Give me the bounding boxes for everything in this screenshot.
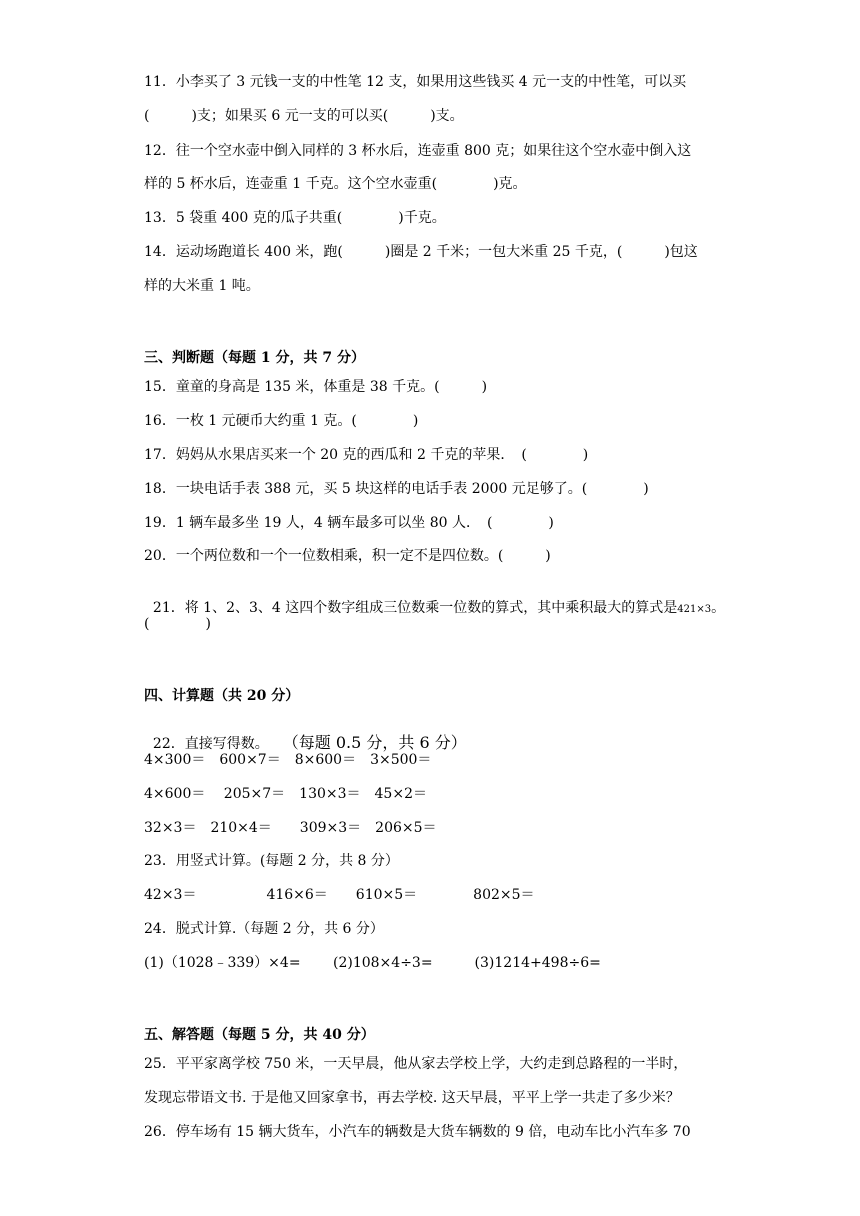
question-25-line-2: 发现忘带语文书. 于是他又回家拿书，再去学校. 这天早晨，平平上学一共走了多少米？: [144, 1090, 680, 1106]
question-26-line-1: 26．停车场有 15 辆大货车，小汽车的辆数是大货车辆数的 9 倍，电动车比小汽车多 70: [144, 1124, 691, 1140]
question-13: 13．5 袋重 400 克的瓜子共重( )千克。: [144, 210, 446, 226]
question-24: 24．脱式计算.（每题 2 分，共 6 分）: [144, 921, 384, 937]
section-4-title: 四、计算题（共 20 分）: [144, 688, 300, 704]
question-17: 17．妈妈从水果店买来一个 20 克的西瓜和 2 千克的苹果． ( ): [144, 447, 589, 463]
question-22-score: （每题 0.5 分，共 6 分）: [290, 733, 467, 752]
question-25-line-1: 25．平平家离学校 750 米，一天早晨，他从家去学校上学，大约走到总路程的一半时，: [144, 1056, 688, 1072]
question-19: 19．1 辆车最多坐 19 人，4 辆车最多可以坐 80 人． ( ): [144, 515, 554, 531]
question-21-formula: 421×3: [677, 604, 712, 615]
question-21-text: 21．将 1、2、3、4 这四个数字组成三位数乘一位数的算式，其中乘积最大的算式是: [152, 600, 678, 616]
calc-row-3: 32×3＝ 210×4＝ 309×3＝ 206×5＝: [144, 820, 437, 836]
question-22-text: 22．直接写得数。: [152, 736, 269, 752]
question-11-line-2: ( )支；如果买 6 元一支的可以买( )支。: [144, 108, 464, 124]
question-15: 15．童童的身高是 135 米，体重是 38 千克。( ): [144, 379, 488, 395]
calc-row-1: 4×300＝ 600×7＝ 8×600＝ 3×500＝: [144, 752, 432, 768]
question-21-blank: ( ): [144, 616, 211, 632]
question-11-line-1: 11．小李买了 3 元钱一支的中性笔 12 支，如果用这些钱买 4 元一支的中性笔，可以买: [144, 74, 687, 90]
calc-row-2: 4×600＝ 205×7＝ 130×3＝ 45×2＝: [144, 786, 427, 802]
section-3-title: 三、判断题（每题 1 分，共 7 分）: [144, 350, 365, 366]
question-24-row: (1)（1028﹣339）×4= (2)108×4÷3= (3)1214+498÷6=: [144, 955, 601, 971]
question-14-line-2: 样的大米重 1 吨。: [144, 278, 260, 294]
question-23-row: 42×3＝ 416×6＝ 610×5＝ 802×5＝: [144, 887, 535, 903]
question-20: 20．一个两位数和一个一位数相乘，积一定不是四位数。( ): [144, 548, 551, 564]
question-18: 18．一块电话手表 388 元，买 5 块这样的电话手表 2000 元足够了。( ): [144, 481, 649, 497]
question-12-line-1: 12．往一个空水壶中倒入同样的 3 杯水后，连壶重 800 克；如果往这个空水壶中倒入这: [144, 143, 692, 159]
question-16: 16．一枚 1 元硬币大约重 1 克。( ): [144, 413, 419, 429]
question-21-line-1: [144, 581, 725, 619]
section-5-title: 五、解答题（每题 5 分，共 40 分）: [144, 1027, 375, 1043]
question-12-line-2: 样的 5 杯水后，连壶重 1 千克。这个空水壶重( )克。: [144, 176, 527, 192]
question-22: [144, 716, 467, 753]
question-23: 23．用竖式计算。(每题 2 分，共 8 分）: [144, 853, 399, 869]
question-14-line-1: 14．运动场跑道长 400 米，跑( )圈是 2 千米；一包大米重 25 千克，( )包这: [144, 244, 698, 260]
question-21-end: 。: [711, 600, 726, 616]
